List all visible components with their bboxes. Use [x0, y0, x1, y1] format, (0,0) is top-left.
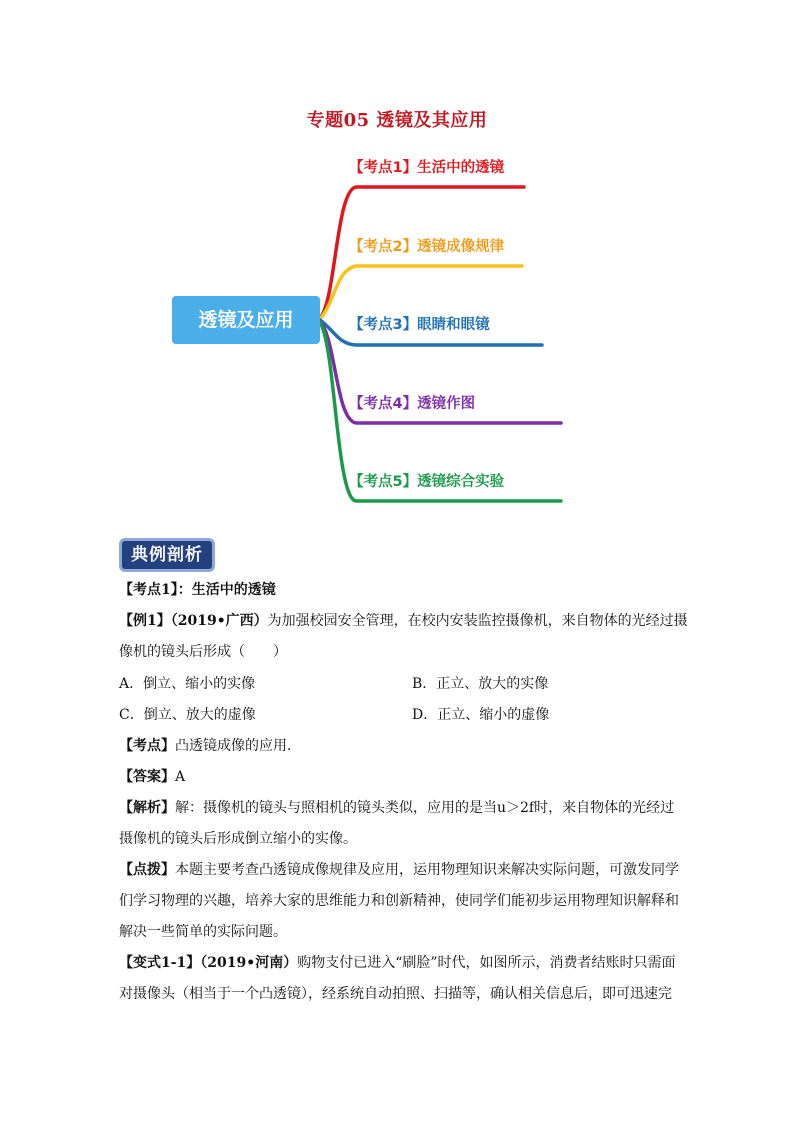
analysis-line-2: 摄像机的镜头后形成倒立缩小的实像。	[119, 831, 357, 847]
tip-tag: 【点拨】	[119, 862, 175, 878]
answer-text: A	[175, 769, 186, 785]
tip-text-1: 本题主要考查凸透镜成像规律及应用，运用物理知识来解决实际问题，可激发同学	[175, 862, 679, 878]
point-heading: 【考点1】：生活中的透镜	[119, 582, 276, 598]
example-tag: 【例1】（2019•广西）	[119, 613, 268, 629]
branch-label-1: 【考点1】生活中的透镜	[349, 160, 505, 176]
option-a: A．倒立、缩小的实像	[119, 676, 256, 692]
branch-label-2: 【考点2】透镜成像规律	[349, 239, 505, 255]
branch-label-5: 【考点5】透镜综合实验	[349, 474, 505, 490]
variant-line-2: 对摄像头（相当于一个凸透镜），经系统自动拍照、扫描等，确认相关信息后，即可迅速完	[119, 986, 672, 1002]
page-title: 专题05 透镜及其应用	[306, 110, 488, 131]
option-b: B．正立、放大的实像	[412, 676, 549, 692]
example-line-1	[119, 611, 688, 631]
branch-label-3: 【考点3】眼睛和眼镜	[349, 317, 490, 333]
analysis-line-1	[119, 798, 679, 818]
section-banner: 典例剖析	[119, 538, 215, 572]
tip-line-1	[119, 860, 679, 880]
mindmap-center: 透镜及应用	[172, 296, 320, 344]
analysis-text-1: 解：摄像机的镜头与照相机的镜头类似，应用的是当u＞2f时，来自物体的光经过	[175, 800, 675, 816]
example-line-2: 像机的镜头后形成（ ）	[119, 644, 287, 660]
analysis-tag: 【解析】	[119, 800, 175, 816]
variant-line-1	[119, 953, 679, 973]
kaodian-text: 凸透镜成像的应用．	[175, 738, 301, 754]
tip-line-3: 解决一些简单的实际问题。	[119, 924, 287, 940]
option-d: D．正立、缩小的虚像	[412, 707, 550, 723]
branch-line-2	[320, 266, 522, 319]
branch-label-4: 【考点4】透镜作图	[349, 396, 476, 412]
option-c: C．倒立、放大的虚像	[119, 707, 256, 723]
answer-tag: 【答案】	[119, 769, 175, 785]
tip-line-2: 们学习物理的兴趣，培养大家的思维能力和创新精神，使同学们能初步运用物理知识解释和	[119, 893, 679, 909]
answer-line	[119, 767, 679, 787]
example-text-1: 为加强校园安全管理，在校内安装监控摄像机，来自物体的光经过摄	[267, 613, 688, 629]
kaodian-tag: 【考点】	[119, 738, 175, 754]
kaodian-line	[119, 736, 679, 756]
variant-text-1: 购物支付已进入“刷脸”时代，如图所示，消费者结账时只需面	[297, 955, 676, 971]
variant-tag: 【变式1-1】（2019•河南）	[119, 955, 298, 971]
